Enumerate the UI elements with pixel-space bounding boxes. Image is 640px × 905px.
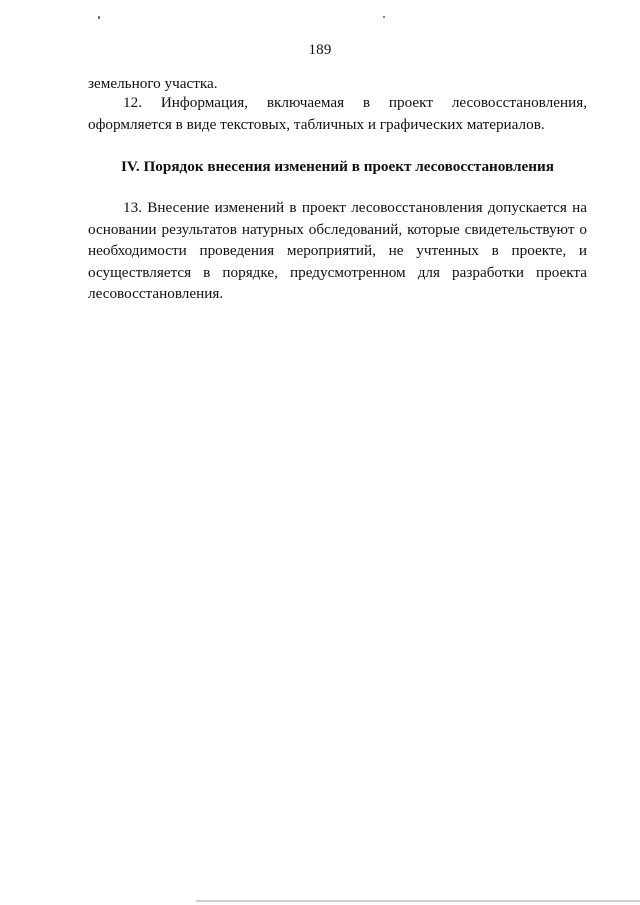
section-4-heading: IV. Порядок внесения изменений в проект лесовосстановления — [120, 158, 555, 175]
scan-bottom-edge — [196, 900, 640, 902]
item-13-paragraph: 13. Внесение изменений в проект лесовосстановления допускается на основании результатов натурных обследований, которые свидетельствуют о необходимости проведения мероприятий, не учтенных в проекте, и осуществляется в порядке, предусмотренном для разработки проекта лесовосстановления. — [88, 199, 587, 302]
scan-speck — [98, 16, 100, 19]
scan-speck — [383, 16, 385, 18]
item-12-continuation: земельного участка. — [88, 75, 218, 92]
item-12-paragraph: 12. Информация, включаемая в проект лесовосстановления, оформляется в виде текстовых, табличных и графических материалов. — [88, 94, 587, 133]
page-number: 189 — [308, 42, 332, 58]
